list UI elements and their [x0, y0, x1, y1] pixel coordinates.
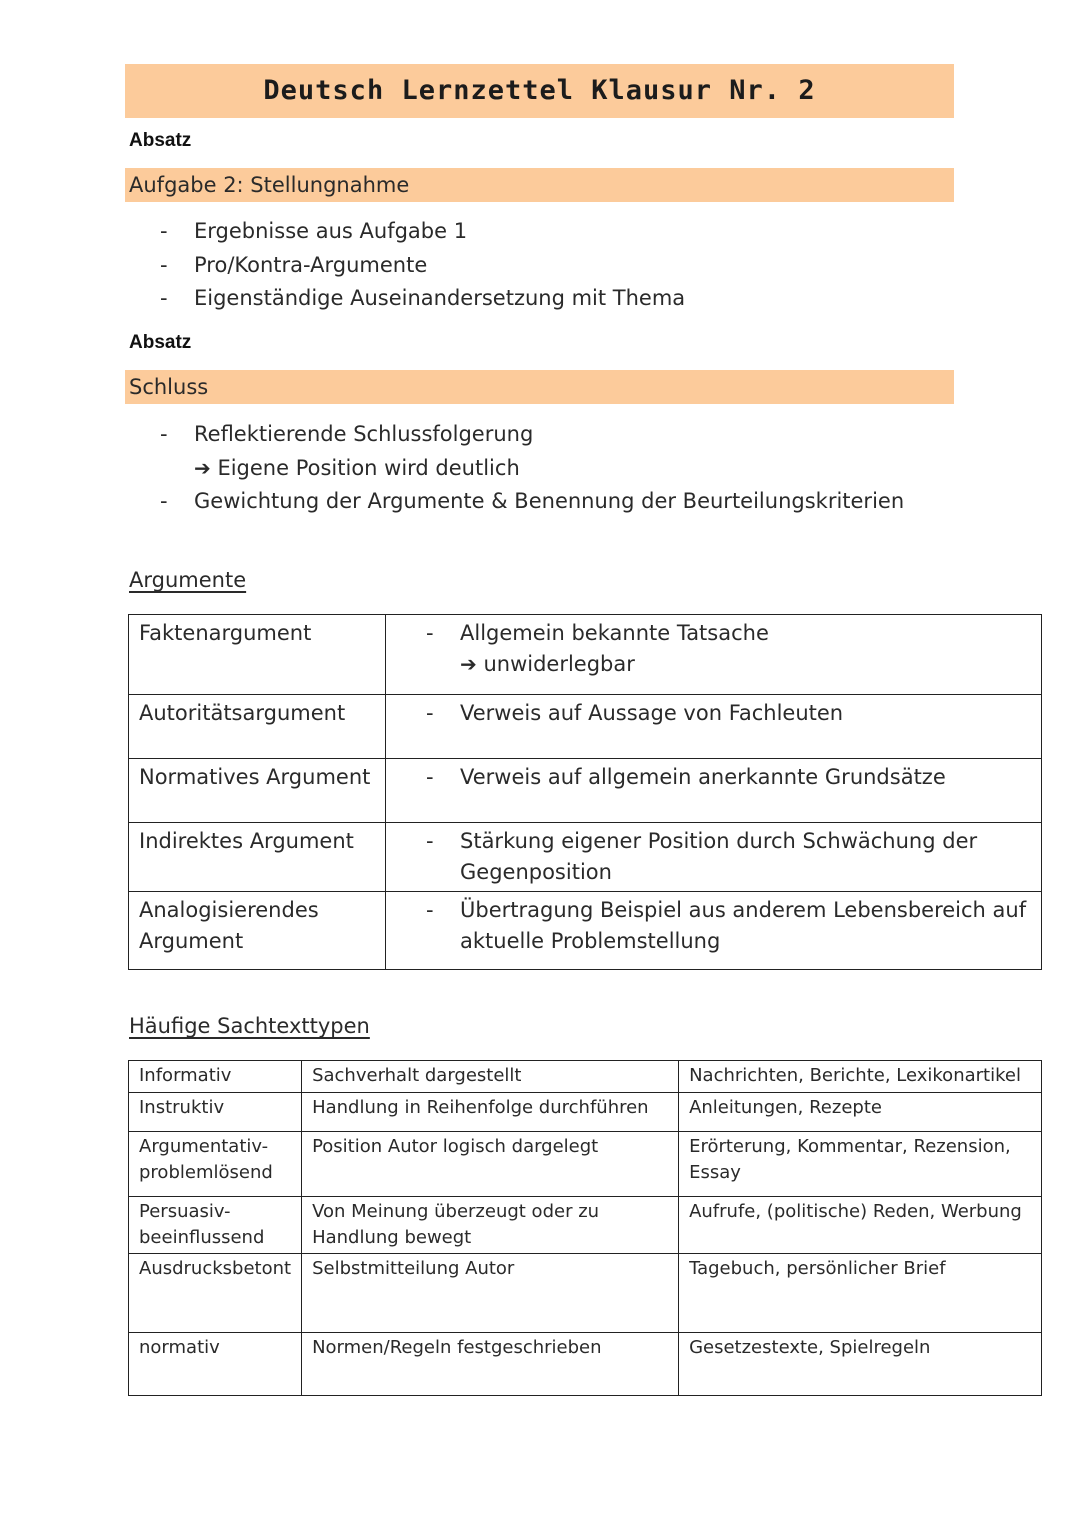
arrow-right-icon: ➔ — [194, 455, 211, 480]
table-row — [129, 1197, 1042, 1254]
table-row — [129, 892, 1042, 970]
type-examples: Tagebuch, persönlicher Brief — [679, 1254, 1042, 1333]
type-examples: Nachrichten, Berichte, Lexikonartikel — [679, 1061, 1042, 1093]
argument-desc: - Übertragung Beispiel aus anderem Lebensbereich auf aktuelle Problemstellung — [386, 892, 1042, 970]
arguments-heading: Argumente — [129, 568, 247, 592]
list-item: - Eigenständige Auseinandersetzung mit Thema — [160, 286, 686, 310]
type-desc: Sachverhalt dargestellt — [302, 1061, 679, 1093]
table-row — [129, 1333, 1042, 1396]
type-examples: Aufrufe, (politische) Reden, Werbung — [679, 1197, 1042, 1254]
absatz-label-2: Absatz — [129, 332, 192, 353]
argument-desc: - Stärkung eigener Position durch Schwächung der Gegenposition — [386, 823, 1042, 892]
table-row — [129, 823, 1042, 892]
list-item: - Reflektierende Schlussfolgerung — [160, 422, 534, 446]
types-heading: Häufige Sachtexttypen — [129, 1014, 370, 1038]
table-row — [129, 759, 1042, 823]
type-name: Ausdrucksbetont — [129, 1254, 302, 1333]
page-title: Deutsch Lernzettel Klausur Nr. 2 — [263, 75, 816, 106]
schluss-list — [160, 418, 904, 519]
section-heading-schluss: Schluss — [125, 370, 954, 404]
type-name: Argumentativ-problemlösend — [129, 1132, 302, 1197]
table-row — [129, 1061, 1042, 1093]
type-desc: Normen/Regeln festgeschrieben — [302, 1333, 679, 1396]
absatz-label-1: Absatz — [129, 130, 192, 151]
list-item: - Ergebnisse aus Aufgabe 1 — [160, 219, 468, 243]
type-examples: Gesetzestexte, Spielregeln — [679, 1333, 1042, 1396]
type-desc: Handlung in Reihenfolge durchführen — [302, 1093, 679, 1132]
table-row — [129, 695, 1042, 759]
table-row — [129, 1093, 1042, 1132]
list-item: - Pro/Kontra-Argumente — [160, 252, 428, 277]
type-name: Instruktiv — [129, 1093, 302, 1132]
argument-term: Analogisierendes Argument — [129, 892, 386, 970]
list-subitem: ➔ Eigene Position wird deutlich — [194, 455, 520, 480]
argument-term: Autoritätsargument — [129, 695, 386, 759]
page-title-banner — [125, 64, 954, 118]
argument-term: Normatives Argument — [129, 759, 386, 823]
type-desc: Position Autor logisch dargelegt — [302, 1132, 679, 1197]
arguments-table — [128, 614, 1042, 970]
list-item: - Gewichtung der Argumente & Benennung der Beurteilungskriterien — [160, 489, 905, 513]
argument-term: Indirektes Argument — [129, 823, 386, 892]
table-row — [129, 1132, 1042, 1197]
arrow-right-icon: ➔ — [460, 652, 477, 676]
section-heading-stellungnahme: Aufgabe 2: Stellungnahme — [125, 168, 954, 202]
argument-desc: - Allgemein bekannte Tatsache ➔ unwiderlegbar — [386, 615, 1042, 695]
type-examples: Erörterung, Kommentar, Rezension, Essay — [679, 1132, 1042, 1197]
argument-desc: - Verweis auf allgemein anerkannte Grundsätze — [386, 759, 1042, 823]
argument-desc: - Verweis auf Aussage von Fachleuten — [386, 695, 1042, 759]
table-row — [129, 615, 1042, 695]
type-name: Informativ — [129, 1061, 302, 1093]
type-desc: Selbstmitteilung Autor — [302, 1254, 679, 1333]
table-row — [129, 1254, 1042, 1333]
argument-term: Faktenargument — [129, 615, 386, 695]
type-name: Persuasiv-beeinflussend — [129, 1197, 302, 1254]
type-desc: Von Meinung überzeugt oder zu Handlung bewegt — [302, 1197, 679, 1254]
type-examples: Anleitungen, Rezepte — [679, 1093, 1042, 1132]
stellungnahme-list — [160, 215, 685, 316]
text-types-table — [128, 1060, 1042, 1396]
type-name: normativ — [129, 1333, 302, 1396]
